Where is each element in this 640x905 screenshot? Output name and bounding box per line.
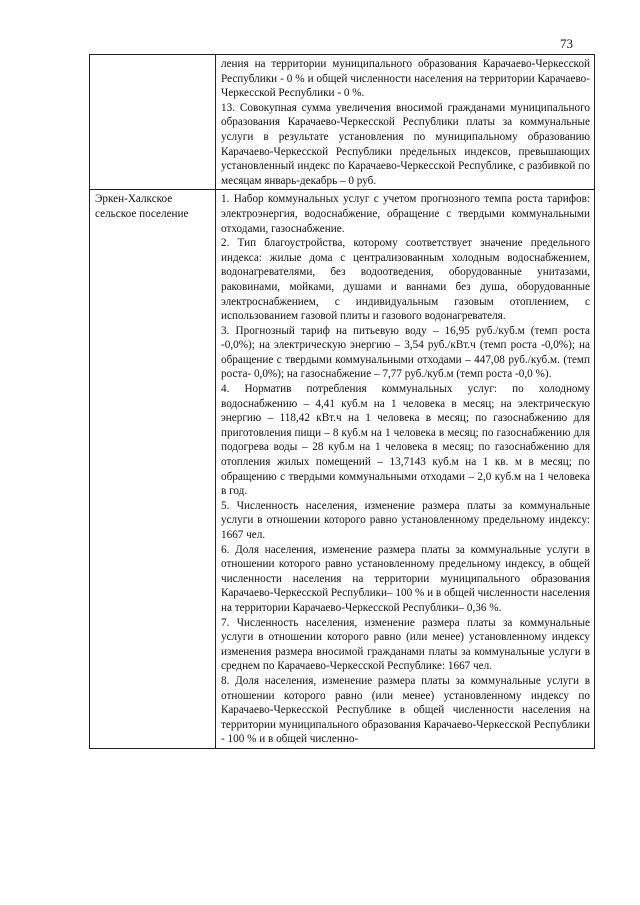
paragraph: 8. Доля населения, изменение размера платы за коммунальные услуги в отношении которого равно (или менее) установленному индексу по Карачаево-Черкесской Республике в общей численности населения на территории муниципального образования Карачаево-Черкесской Республики - 100 % и в общей численно-	[221, 674, 590, 746]
table-row	[90, 190, 595, 749]
paragraph: 13. Совокупная сумма увеличения вносимой гражданами муниципального образования Карачаево-Черкесской Республики платы за коммунальные услуги в результате установления по муниципальному образованию Карачаево-Черкесской Республики предельных индексов, превышающих установленный индекс по Карачаево-Черкесской Республике, с разбивкой по месяцам январь-декабрь – 0 руб.	[221, 101, 590, 187]
document-table	[89, 54, 595, 749]
paragraph: ления на территории муниципального образования Карачаево-Черкесской Республики - 0 % и общей численности населения на территории Карачаево-Черкесской Республики - 0 %.	[221, 58, 590, 100]
page-number: 73	[560, 36, 573, 51]
table-cell-indicators	[216, 190, 595, 749]
table-row	[90, 55, 595, 190]
municipality-label: Эркен-Халкское сельское поселение	[95, 193, 189, 220]
table-cell-municipality	[90, 55, 216, 190]
paragraph: 1. Набор коммунальных услуг с учетом прогнозного темпа роста тарифов: электроэнергия, водоснабжение, обращение с твердыми коммунальными отходами, газоснабжение.	[221, 193, 590, 235]
table-cell-indicators	[216, 55, 595, 190]
paragraph: 5. Численность населения, изменение размера платы за коммунальные услуги в отношении которого равно установленному предельному индексу: 1667 чел.	[221, 499, 590, 541]
paragraph: 2. Тип благоустройства, которому соответствует значение предельного индекса: жилые дома с централизованным холодным водоснабжением, водонагревателями, без водоотведения, оборудованные унитазами, раковинами, мойками, душами и ваннами без душа, оборудованные электроснабжением, с индивидуальным газовым отоплением, с использованием газовой плиты и газового водонагревателя.	[221, 237, 590, 323]
paragraph: 3. Прогнозный тариф на питьевую воду – 16,95 руб./куб.м (темп роста -0,0%); на электрическую энергию – 3,54 руб./кВт.ч (темп роста -0,0%); на обращение с твердыми коммунальными отходами – 447,08 руб./куб.м. (темп роста- 0,0%); на газоснабжение – 7,77 руб./куб.м (темп роста -0,0 %).	[221, 324, 590, 381]
paragraph: 6. Доля населения, изменение размера платы за коммунальные услуги в отношении которого равно установленному предельному индексу, в общей численности населения на территории муниципального образования Карачаево-Черкесской Республики– 100 % и в общей численности населения на территории Карачаево-Черкесской Республики– 0,36 %.	[221, 543, 590, 614]
paragraph: 7. Численность населения, изменение размера платы за коммунальные услуги в отношении которого равно (или менее) установленному индексу изменения размера вносимой гражданами платы за коммунальные услуги в среднем по Карачаево-Черкесской Республике: 1667 чел.	[221, 616, 590, 673]
table-cell-municipality	[90, 190, 216, 749]
paragraph: 4. Норматив потребления коммунальных услуг: по холодному водоснабжению – 4,41 куб.м на 1 человека в месяц; на электрическую энергию – 118,42 кВт.ч на 1 человека в месяц; по газоснабжению для приготовления пищи – 8 куб.м на 1 человека в месяц; по газоснабжению для подогрева воды – 28 куб.м на 1 человека в месяц; по газоснабжению для отопления жилых помещений – 13,7143 куб.м на 1 кв. м в месяц; по обращению с твердыми коммунальными отходами – 2,0 куб.м на 1 человека в год.	[221, 383, 590, 498]
